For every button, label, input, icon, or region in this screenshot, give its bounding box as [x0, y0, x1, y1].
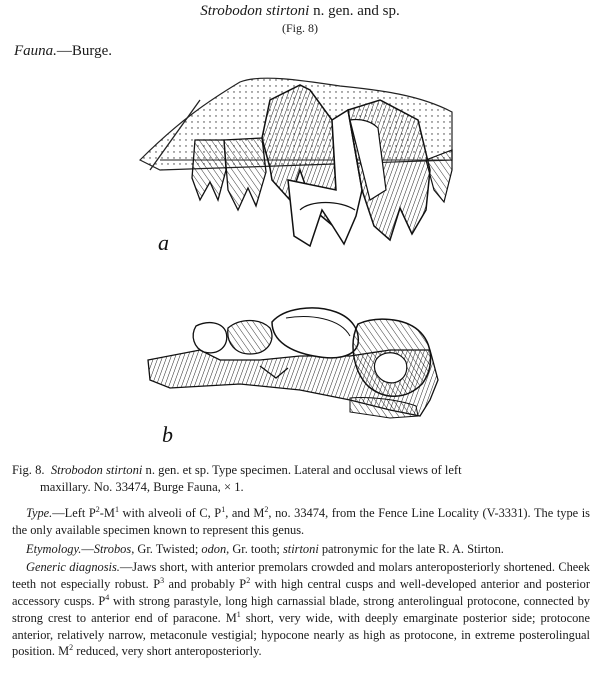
superscript: 1 — [114, 504, 119, 514]
page-title — [0, 3, 600, 20]
superscript: 1 — [236, 609, 241, 619]
etymology-text: , Gr. tooth; — [226, 541, 283, 556]
etymology-text: , Gr. Twisted; — [131, 541, 202, 556]
fauna-value: —Burge. — [56, 43, 113, 59]
diagnosis-label: Generic diagnosis. — [26, 560, 120, 575]
type-text: -M — [99, 506, 115, 520]
diagnosis-text: and probably P — [164, 577, 247, 592]
diagnosis-paragraph — [12, 559, 590, 660]
figure-label-b: b — [162, 422, 173, 447]
title-rest: n. gen. and sp. — [309, 3, 400, 19]
type-text: —Left P — [52, 506, 96, 520]
specimen-drawing — [100, 60, 500, 460]
etymology-text: — — [81, 541, 94, 556]
caption-fig: Fig. 8. — [12, 463, 45, 477]
etymology-text: patronymic for the late R. A. Stirton. — [318, 541, 504, 556]
type-text: , no. 33474, from the Fence Line Locality (V-3331). The type is the only available specimen known to represent this genus. — [12, 506, 591, 537]
diagnosis-text: with strong parastyle, long high carnassial blade, strong anterolingual protocone, connected by strong crest to anterior end of paracone. M — [12, 593, 590, 625]
superscript: 4 — [105, 592, 110, 602]
lateral-view — [140, 78, 452, 246]
type-text: , and M — [225, 506, 265, 520]
type-paragraph — [12, 505, 590, 539]
etymology-word: Strobos — [93, 541, 132, 556]
figure-caption — [12, 462, 590, 496]
page-subtitle: (Fig. 8) — [282, 21, 318, 35]
type-label: Type. — [26, 506, 53, 520]
diagnosis-text: —Jaws short, with anterior premolars crowded and molars anteroposteriorly shortened. Cheek teeth not especially robust. P — [12, 560, 590, 592]
fauna-line — [14, 43, 112, 60]
diagnosis-text: short, very wide, with deeply emarginate posterior side; protocone anterior, relatively narrow, metaconule vestigial; hypocone nearly as high as protocone, in extreme posterolingual position. M — [12, 610, 590, 659]
occlusal-view — [148, 308, 438, 418]
etymology-word: odon — [201, 541, 227, 556]
specimen-figure — [100, 60, 500, 460]
caption-text1: n. gen. et sp. Type specimen. Lateral and occlusal views of left — [142, 463, 462, 477]
superscript: 2 — [95, 504, 100, 514]
caption-text2: maxillary. No. 33474, Burge Fauna, — [40, 480, 224, 494]
title-genus: Strobodon stirtoni — [200, 3, 310, 19]
superscript: 2 — [69, 643, 74, 653]
caption-mult: × 1. — [223, 480, 244, 494]
etymology-paragraph — [12, 541, 590, 558]
figure-label-a: a — [158, 230, 169, 255]
superscript: 2 — [264, 504, 269, 514]
etymology-word: stirtoni — [282, 541, 319, 556]
type-text: with alveoli of C, P — [118, 506, 222, 520]
superscript: 2 — [246, 576, 251, 586]
superscript: 1 — [221, 504, 226, 514]
diagnosis-text: with high central cusps and well-developed anterior and posterior accessory cusps. P — [12, 577, 591, 608]
caption-species: Strobodon stirtoni — [50, 463, 143, 477]
diagnosis-text: reduced, very short anteroposteriorly. — [73, 644, 262, 659]
superscript: 3 — [160, 576, 165, 586]
etymology-label: Etymology. — [26, 541, 82, 556]
fauna-label: Fauna. — [14, 43, 57, 59]
body-text — [12, 505, 590, 662]
